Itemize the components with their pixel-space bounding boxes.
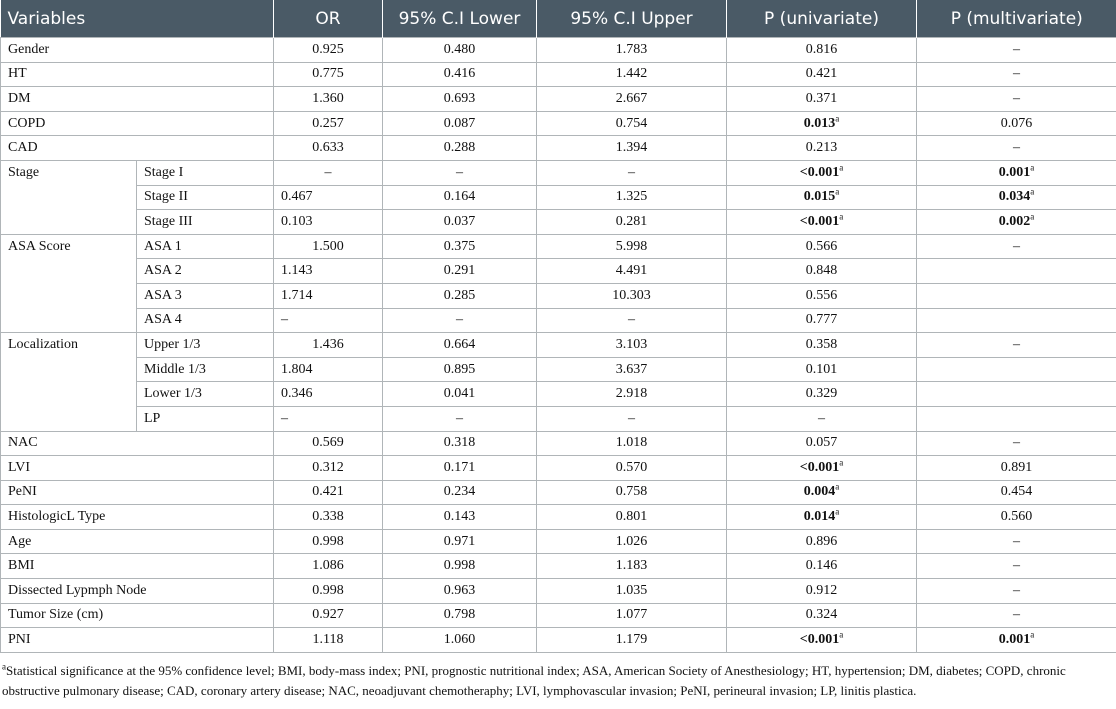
cell-ci-lower: 0.664 — [383, 333, 537, 358]
significance-mark: a — [839, 162, 844, 173]
subrow-label: Lower 1/3 — [137, 382, 274, 407]
cell-ci-upper: 0.754 — [537, 111, 727, 136]
row-label: DM — [1, 87, 274, 112]
row-label: HistologicL Type — [1, 505, 274, 530]
cell-p-multivariate: – — [917, 333, 1116, 358]
cell-p-univariate — [727, 480, 917, 505]
cell-ci-upper: – — [537, 308, 727, 333]
cell-ci-upper: 4.491 — [537, 259, 727, 284]
cell-p-univariate: 0.146 — [727, 554, 917, 579]
p-value-significant: <0.001 — [799, 632, 840, 648]
cell-or: 0.421 — [274, 480, 383, 505]
cell-p-univariate: 0.912 — [727, 579, 917, 604]
cell-ci-upper: 0.281 — [537, 210, 727, 235]
table-row — [1, 160, 1116, 185]
p-value-significant: <0.001 — [799, 213, 840, 229]
table-row — [1, 406, 1116, 431]
cell-p-multivariate — [917, 382, 1116, 407]
significance-mark: a — [839, 457, 844, 468]
table-row — [1, 210, 1116, 235]
significance-mark: a — [835, 481, 840, 492]
significance-mark: a — [1030, 162, 1035, 173]
cell-p-multivariate: – — [917, 87, 1116, 112]
table-row — [1, 259, 1116, 284]
subrow-label: Stage III — [137, 210, 274, 235]
cell-ci-upper: 3.637 — [537, 357, 727, 382]
cell-ci-lower: 0.041 — [383, 382, 537, 407]
cell-or: 0.775 — [274, 62, 383, 87]
subrow-label: ASA 4 — [137, 308, 274, 333]
cell-ci-lower: 0.164 — [383, 185, 537, 210]
footnote-text: Statistical significance at the 95% confidence level; BMI, body-mass index; PNI, prognostic nutritional index; ASA, American Society of Anesthesiology; HT, hypertension; DM, diabetes; COPD, chronic obstructive pulmonary disease; CAD, coronary artery disease; NAC, neoadjuvant chemotheraphy; LVI, lymphovascular invasion; PeNI, perineural invasion; LP, linitis plastica. — [2, 662, 1066, 698]
cell-ci-upper: 1.018 — [537, 431, 727, 456]
cell-p-multivariate: – — [917, 136, 1116, 161]
significance-mark: a — [1030, 211, 1035, 222]
table-row — [1, 554, 1116, 579]
cell-ci-lower: 0.963 — [383, 579, 537, 604]
subrow-label: ASA 3 — [137, 283, 274, 308]
table-row — [1, 333, 1116, 358]
cell-ci-upper: 1.325 — [537, 185, 727, 210]
cell-ci-lower: 0.285 — [383, 283, 537, 308]
cell-ci-lower: 0.895 — [383, 357, 537, 382]
cell-p-univariate — [727, 160, 917, 185]
cell-p-multivariate — [917, 259, 1116, 284]
p-value-significant: <0.001 — [799, 164, 840, 180]
cell-p-univariate: 0.556 — [727, 283, 917, 308]
header-variables: Variables — [1, 0, 274, 38]
cell-p-univariate: – — [727, 406, 917, 431]
table-footnote — [0, 653, 1116, 701]
group-label-localization: Localization — [1, 333, 137, 431]
cell-or: 0.103 — [274, 210, 383, 235]
significance-mark: a — [835, 506, 840, 517]
row-label: CAD — [1, 136, 274, 161]
table-row — [1, 628, 1116, 653]
cell-ci-upper: 1.035 — [537, 579, 727, 604]
cell-p-multivariate — [917, 628, 1116, 653]
cell-p-multivariate — [917, 283, 1116, 308]
cell-or: 1.500 — [274, 234, 383, 259]
cell-p-univariate: 0.329 — [727, 382, 917, 407]
subrow-label: Upper 1/3 — [137, 333, 274, 358]
cell-or: 1.436 — [274, 333, 383, 358]
row-label: Tumor Size (cm) — [1, 603, 274, 628]
cell-or: 1.086 — [274, 554, 383, 579]
cell-or: 0.467 — [274, 185, 383, 210]
footnote-mark: a — [2, 661, 6, 672]
row-label: HT — [1, 62, 274, 87]
table-row — [1, 603, 1116, 628]
table-row — [1, 505, 1116, 530]
cell-p-multivariate: – — [917, 62, 1116, 87]
cell-ci-lower: – — [383, 308, 537, 333]
table-row — [1, 431, 1116, 456]
cell-ci-lower: 0.288 — [383, 136, 537, 161]
cell-p-multivariate — [917, 185, 1116, 210]
cell-p-multivariate — [917, 357, 1116, 382]
cell-ci-upper: 1.394 — [537, 136, 727, 161]
header-p-multivariate: P (multivariate) — [917, 0, 1116, 38]
table-row — [1, 62, 1116, 87]
cell-or: 1.143 — [274, 259, 383, 284]
cell-p-univariate: 0.421 — [727, 62, 917, 87]
table-row — [1, 111, 1116, 136]
cell-or: 0.569 — [274, 431, 383, 456]
p-value-significant: 0.015 — [803, 189, 836, 205]
cell-p-univariate: 0.057 — [727, 431, 917, 456]
subrow-label: LP — [137, 406, 274, 431]
cell-ci-lower: 0.693 — [383, 87, 537, 112]
subrow-label: ASA 2 — [137, 259, 274, 284]
cell-p-multivariate: 0.560 — [917, 505, 1116, 530]
cell-p-multivariate: – — [917, 38, 1116, 63]
cell-ci-upper: 1.026 — [537, 529, 727, 554]
cell-p-univariate — [727, 210, 917, 235]
cell-p-multivariate — [917, 160, 1116, 185]
cell-ci-lower: 0.037 — [383, 210, 537, 235]
row-label: PeNI — [1, 480, 274, 505]
cell-ci-lower: 0.143 — [383, 505, 537, 530]
header-row — [1, 0, 1116, 38]
header-or: OR — [274, 0, 383, 38]
cell-or: 1.804 — [274, 357, 383, 382]
cell-ci-upper: 3.103 — [537, 333, 727, 358]
table-row — [1, 234, 1116, 259]
cell-p-multivariate: – — [917, 234, 1116, 259]
row-label: LVI — [1, 456, 274, 481]
cell-p-univariate — [727, 185, 917, 210]
table-row — [1, 136, 1116, 161]
cell-or: 1.118 — [274, 628, 383, 653]
cell-ci-upper: 5.998 — [537, 234, 727, 259]
cell-ci-lower: 0.375 — [383, 234, 537, 259]
p-value-significant: 0.001 — [998, 632, 1031, 648]
significance-mark: a — [835, 112, 840, 123]
cell-p-multivariate: – — [917, 529, 1116, 554]
cell-ci-upper: 0.570 — [537, 456, 727, 481]
cell-ci-upper: 2.667 — [537, 87, 727, 112]
p-value-significant: 0.001 — [998, 164, 1031, 180]
cell-p-univariate — [727, 505, 917, 530]
row-label: BMI — [1, 554, 274, 579]
cell-or: 0.312 — [274, 456, 383, 481]
table-row — [1, 283, 1116, 308]
significance-mark: a — [1030, 629, 1035, 640]
table-row — [1, 456, 1116, 481]
cell-or: 0.257 — [274, 111, 383, 136]
subrow-label: Stage II — [137, 185, 274, 210]
cell-p-multivariate: – — [917, 603, 1116, 628]
cell-ci-lower: 0.234 — [383, 480, 537, 505]
subrow-label: ASA 1 — [137, 234, 274, 259]
cell-or: 0.346 — [274, 382, 383, 407]
cell-or: – — [274, 406, 383, 431]
row-label: PNI — [1, 628, 274, 653]
cell-p-univariate: 0.816 — [727, 38, 917, 63]
cell-p-multivariate: 0.454 — [917, 480, 1116, 505]
subrow-label: Middle 1/3 — [137, 357, 274, 382]
cell-p-multivariate — [917, 308, 1116, 333]
table-row — [1, 38, 1116, 63]
cell-p-multivariate: – — [917, 431, 1116, 456]
cell-ci-upper: 0.758 — [537, 480, 727, 505]
cell-ci-upper: 1.077 — [537, 603, 727, 628]
p-value-significant: 0.013 — [803, 115, 836, 131]
cell-ci-lower: 0.416 — [383, 62, 537, 87]
header-ci-lower: 95% C.I Lower — [383, 0, 537, 38]
cell-ci-lower: – — [383, 160, 537, 185]
cell-ci-upper: 10.303 — [537, 283, 727, 308]
cell-ci-upper: – — [537, 406, 727, 431]
significance-mark: a — [839, 629, 844, 640]
cell-p-univariate: 0.358 — [727, 333, 917, 358]
cell-p-univariate: 0.101 — [727, 357, 917, 382]
cell-ci-lower: 0.087 — [383, 111, 537, 136]
cell-p-multivariate: 0.076 — [917, 111, 1116, 136]
cell-or: – — [274, 308, 383, 333]
header-ci-upper: 95% C.I Upper — [537, 0, 727, 38]
cell-ci-lower: 1.060 — [383, 628, 537, 653]
table-row — [1, 382, 1116, 407]
group-label-asa: ASA Score — [1, 234, 137, 332]
cell-p-multivariate: – — [917, 579, 1116, 604]
cell-ci-lower: 0.291 — [383, 259, 537, 284]
cell-p-univariate: 0.566 — [727, 234, 917, 259]
group-label-stage: Stage — [1, 160, 137, 234]
cell-ci-upper: 0.801 — [537, 505, 727, 530]
cell-p-univariate: 0.777 — [727, 308, 917, 333]
cell-ci-lower: 0.971 — [383, 529, 537, 554]
cell-ci-lower: 0.998 — [383, 554, 537, 579]
cell-p-univariate: 0.896 — [727, 529, 917, 554]
cell-or: 0.998 — [274, 579, 383, 604]
table-row — [1, 308, 1116, 333]
cell-p-univariate — [727, 628, 917, 653]
table-row — [1, 185, 1116, 210]
cell-or: 0.338 — [274, 505, 383, 530]
cell-p-univariate: 0.213 — [727, 136, 917, 161]
table-row — [1, 480, 1116, 505]
cell-ci-lower: 0.798 — [383, 603, 537, 628]
cell-ci-upper: 1.442 — [537, 62, 727, 87]
cell-or: 0.633 — [274, 136, 383, 161]
cell-ci-lower: 0.480 — [383, 38, 537, 63]
cell-ci-lower: – — [383, 406, 537, 431]
cell-ci-upper: – — [537, 160, 727, 185]
row-label: Gender — [1, 38, 274, 63]
cell-p-univariate: 0.371 — [727, 87, 917, 112]
p-value-significant: 0.014 — [803, 509, 836, 525]
subrow-label: Stage I — [137, 160, 274, 185]
cell-p-multivariate: – — [917, 554, 1116, 579]
table-row — [1, 357, 1116, 382]
row-label: NAC — [1, 431, 274, 456]
table-row — [1, 579, 1116, 604]
p-value-significant: 0.002 — [998, 213, 1031, 229]
p-value-significant: <0.001 — [799, 459, 840, 475]
cell-ci-lower: 0.318 — [383, 431, 537, 456]
cell-ci-upper: 1.183 — [537, 554, 727, 579]
row-label: Dissected Lypmph Node — [1, 579, 274, 604]
cell-or: – — [274, 160, 383, 185]
table-row — [1, 529, 1116, 554]
p-value-significant: 0.004 — [803, 484, 836, 500]
cell-ci-lower: 0.171 — [383, 456, 537, 481]
cell-or: 1.360 — [274, 87, 383, 112]
cell-p-multivariate — [917, 210, 1116, 235]
p-value-significant: 0.034 — [998, 189, 1031, 205]
significance-mark: a — [835, 186, 840, 197]
cell-ci-upper: 1.783 — [537, 38, 727, 63]
table-row — [1, 87, 1116, 112]
cell-ci-upper: 1.179 — [537, 628, 727, 653]
significance-mark: a — [839, 211, 844, 222]
cell-or: 1.714 — [274, 283, 383, 308]
cell-p-univariate: 0.848 — [727, 259, 917, 284]
cell-p-multivariate: 0.891 — [917, 456, 1116, 481]
row-label: COPD — [1, 111, 274, 136]
cell-p-univariate — [727, 456, 917, 481]
cell-or: 0.925 — [274, 38, 383, 63]
cell-p-univariate: 0.324 — [727, 603, 917, 628]
cell-p-multivariate — [917, 406, 1116, 431]
cell-or: 0.927 — [274, 603, 383, 628]
significance-mark: a — [1030, 186, 1035, 197]
cell-p-univariate — [727, 111, 917, 136]
row-label: Age — [1, 529, 274, 554]
cell-ci-upper: 2.918 — [537, 382, 727, 407]
cell-or: 0.998 — [274, 529, 383, 554]
header-p-univariate: P (univariate) — [727, 0, 917, 38]
